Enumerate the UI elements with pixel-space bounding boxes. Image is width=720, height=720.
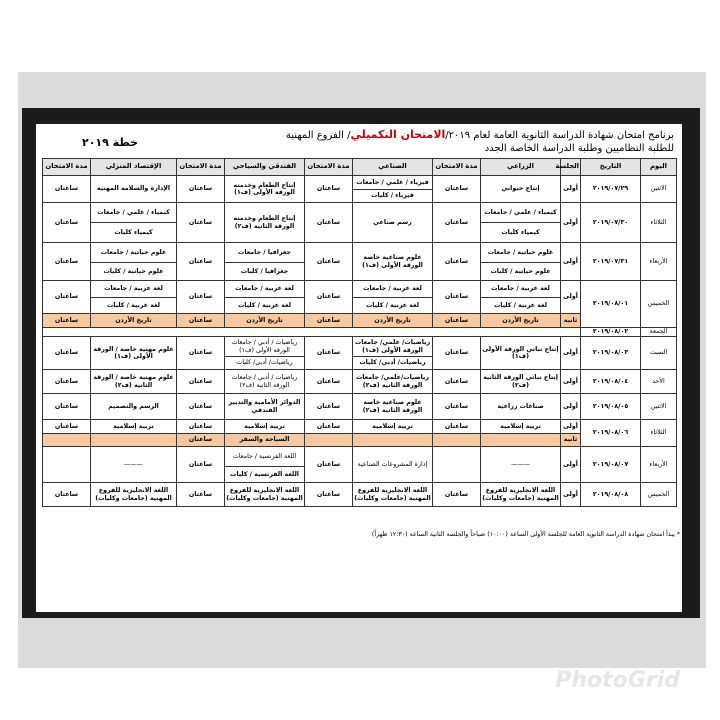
subject-cell: رياضيات/ أدبي/ كليات bbox=[353, 357, 433, 370]
duration-cell: ساعتان bbox=[177, 420, 225, 434]
session-cell: أولى bbox=[561, 281, 581, 314]
subject-cell: السياحة والسفر bbox=[225, 434, 305, 447]
subject-cell: صناعات زراعية bbox=[481, 394, 561, 420]
date-cell: ٢٠١٩/٠٨/٠١ bbox=[581, 281, 641, 328]
duration-cell: ساعتان bbox=[305, 243, 353, 281]
subject-cell: علوم صناعية خاصة الورقة الثانية (ف٢) bbox=[353, 394, 433, 420]
empty-cell bbox=[43, 434, 91, 447]
subject-cell: لغة عربية / جامعات bbox=[225, 281, 305, 298]
subject-cell: رياضيات / أدبي / جامعات الورقة الأولى (ف١) bbox=[225, 337, 305, 357]
date-cell: ٢٠١٩/٠٨/٠٧ bbox=[581, 447, 641, 483]
subject-cell: إنتاج الطعام وخدمته الورقة الأولى (ف١) bbox=[225, 176, 305, 203]
session-cell: ثانية bbox=[561, 314, 581, 328]
subject-cell: إنتاج الطعام وخدمته الورقة الثانية (ف٢) bbox=[225, 203, 305, 243]
duration-cell: ساعتان bbox=[305, 370, 353, 394]
subject-cell: تاريخ الأردن bbox=[225, 314, 305, 328]
session-cell: أولى bbox=[561, 243, 581, 281]
duration-cell: ساعتان bbox=[305, 447, 353, 483]
subject-cell: علوم حياتية / كليات bbox=[91, 263, 177, 281]
subject-cell: جغرافيا / جامعات bbox=[225, 243, 305, 263]
duration-cell: ساعتان bbox=[177, 243, 225, 281]
subject-cell: اللغة الانجليزية للفروع المهنية (جامعات وكليات) bbox=[91, 483, 177, 507]
subject-line: رياضيات/علمي/ جامعات bbox=[355, 374, 429, 381]
day-cell: الاثنين bbox=[641, 176, 677, 203]
table-row bbox=[43, 370, 677, 394]
duration-cell: ساعتان bbox=[43, 243, 91, 281]
duration-cell: ساعتان bbox=[43, 281, 91, 314]
duration-cell: ساعتان bbox=[433, 483, 481, 507]
session-cell: أولى bbox=[561, 447, 581, 483]
subject-cell: علوم حياتية / جامعات bbox=[481, 243, 561, 263]
duration-cell: ساعتان bbox=[433, 370, 481, 394]
subject-cell: لغة عربية / جامعات bbox=[91, 281, 177, 298]
date-cell: ٢٠١٩/٠٨/٠٣ bbox=[581, 337, 641, 370]
date-cell: ٢٠١٩/٠٧/٢٩ bbox=[581, 176, 641, 203]
document-subtitle: للطلبة النظاميين وطلبة الدراسة الخاصة الجدد bbox=[484, 143, 674, 154]
empty-cell bbox=[433, 434, 481, 447]
subject-cell: كيمياء / علمي / جامعات bbox=[91, 203, 177, 223]
subject-cell: تاريخ الأردن bbox=[481, 314, 561, 328]
col-duration: مدة الامتحان bbox=[305, 159, 353, 176]
subject-cell: إنتاج حيواني bbox=[481, 176, 561, 203]
col-date: التاريخ bbox=[581, 159, 641, 176]
subject-cell: لغة عربية / كليات bbox=[225, 298, 305, 314]
subject-cell: اللغة الانجليزية للفروع المهنية (جامعات وكليات) bbox=[225, 483, 305, 507]
date-cell: ٢٠١٩/٠٨/٠٥ bbox=[581, 394, 641, 420]
date-cell: ٢٠١٩/٠٧/٣١ bbox=[581, 243, 641, 281]
session-cell: أولى bbox=[561, 203, 581, 243]
table-row bbox=[43, 337, 677, 357]
duration-cell: ساعتان bbox=[177, 176, 225, 203]
duration-cell: ساعتان bbox=[43, 203, 91, 243]
duration-cell: ساعتان bbox=[43, 420, 91, 434]
duration-cell: ساعتان bbox=[433, 176, 481, 203]
session-cell: أولى bbox=[561, 337, 581, 370]
duration-cell: ساعتان bbox=[305, 337, 353, 370]
duration-cell: ساعتان bbox=[177, 394, 225, 420]
subject-line: الورقة الثانية (ف٢) bbox=[362, 381, 423, 389]
day-cell: الثلاثاء bbox=[641, 203, 677, 243]
table-row bbox=[43, 176, 677, 190]
duration-cell: ساعتان bbox=[177, 447, 225, 483]
subject-cell: علوم مهنية خاصة / الورقة الأولى (ف١) bbox=[91, 337, 177, 370]
session-cell: أولى bbox=[561, 176, 581, 203]
duration-cell: ساعتان bbox=[305, 420, 353, 434]
subject-cell: رياضيات/ أدبي/ كليات bbox=[225, 357, 305, 370]
col-home-economics: الإقتصاد المنزلي bbox=[91, 159, 177, 176]
duration-cell: ساعتان bbox=[433, 203, 481, 243]
duration-cell: ساعتان bbox=[43, 483, 91, 507]
duration-cell: ساعتان bbox=[177, 483, 225, 507]
title-highlight: الامتحان التكميلي bbox=[350, 128, 446, 141]
table-row bbox=[43, 281, 677, 298]
col-day: اليوم bbox=[641, 159, 677, 176]
col-duration: مدة الامتحان bbox=[177, 159, 225, 176]
subject-cell: لغة عربية / كليات bbox=[481, 298, 561, 314]
subject-cell: فيزياء / علمي / جامعات bbox=[353, 176, 433, 190]
day-cell: الجمعة bbox=[641, 328, 677, 337]
subject-cell: رياضيات/ علمي/ جامعات الورقة الأولى (ف١) bbox=[353, 337, 433, 357]
subject-cell: لغة عربية / كليات bbox=[353, 298, 433, 314]
duration-cell: ساعتان bbox=[177, 370, 225, 394]
subject-cell: كيمياء / علمي / جامعات bbox=[481, 203, 561, 223]
session-cell: أولى bbox=[561, 420, 581, 434]
subject-cell: الرسم والتصميم bbox=[91, 394, 177, 420]
subject-cell: رياضيات / أدبي / جامعات الورقة الثانية (ف٢) bbox=[225, 370, 305, 394]
subject-cell: علوم حياتية / جامعات bbox=[91, 243, 177, 263]
exam-schedule-table bbox=[42, 158, 677, 507]
subject-cell: تاريخ الأردن bbox=[353, 314, 433, 328]
empty-cell bbox=[481, 434, 561, 447]
title-prefix: برنامج امتحان شهادة الدراسة الثانوية العامة لعام ٢٠١٩/ bbox=[445, 130, 674, 141]
subject-cell: تربية إسلامية bbox=[353, 420, 433, 434]
subject-cell: لغة عربية / كليات bbox=[91, 298, 177, 314]
table-row bbox=[43, 447, 677, 467]
plan-label: خطة ٢٠١٩ bbox=[82, 136, 139, 149]
session-cell: أولى bbox=[561, 483, 581, 507]
day-cell: الأحد bbox=[641, 370, 677, 394]
date-cell: ٢٠١٩/٠٨/٠٨ bbox=[581, 483, 641, 507]
subject-cell: علوم حياتية / كليات bbox=[481, 263, 561, 281]
date-cell: ٢٠١٩/٠٨/٠٦ bbox=[581, 420, 641, 447]
day-cell: السبت bbox=[641, 337, 677, 370]
subject-cell: لغة عربية / جامعات bbox=[481, 281, 561, 298]
table-row bbox=[43, 328, 677, 337]
subject-cell: تربية إسلامية bbox=[91, 420, 177, 434]
subject-cell: تربية إسلامية bbox=[225, 420, 305, 434]
day-cell: الاثنين bbox=[641, 394, 677, 420]
duration-cell bbox=[43, 447, 91, 483]
subject-cell: إنتاج نباتي الورقة الأولى (ف١) bbox=[481, 337, 561, 370]
header-row bbox=[43, 159, 677, 176]
table-row bbox=[43, 420, 677, 434]
watermark-logo: PhotoGrid bbox=[555, 668, 680, 693]
empty-cell bbox=[305, 434, 353, 447]
subject-cell: اللغة الانجليزية للفروع المهنية (جامعات وكليات) bbox=[353, 483, 433, 507]
table-row bbox=[43, 483, 677, 507]
subject-cell: إدارة المشروعات الصناعية bbox=[353, 447, 433, 483]
duration-cell: ساعتان bbox=[433, 420, 481, 434]
footnote: * يبدأ امتحان شهادة الدراسة الثانوية العامة للجلسة الأولى الساعة (١٠:٠٠) صباحاً والجلسة الثانية الساعة (١٢:٣٠ ظهراً) bbox=[371, 531, 680, 538]
subject-cell: ——— bbox=[481, 447, 561, 483]
table-row bbox=[43, 203, 677, 223]
duration-cell: ساعتان bbox=[177, 203, 225, 243]
date-cell: ٢٠١٩/٠٨/٠٢ bbox=[581, 328, 641, 337]
subject-cell: ——— bbox=[91, 447, 177, 483]
duration-cell: ساعتان bbox=[305, 281, 353, 314]
day-cell: الأربعاء bbox=[641, 447, 677, 483]
duration-cell: ساعتان bbox=[305, 203, 353, 243]
session-cell: ثانية bbox=[561, 434, 581, 447]
col-agricultural: الزراعي bbox=[481, 159, 561, 176]
duration-cell: ساعتان bbox=[433, 314, 481, 328]
duration-cell: ساعتان bbox=[43, 394, 91, 420]
day-cell: الأربعاء bbox=[641, 243, 677, 281]
duration-cell: ساعتان bbox=[177, 281, 225, 314]
duration-cell: ساعتان bbox=[305, 483, 353, 507]
subject-cell: رسم صناعي bbox=[353, 203, 433, 243]
date-cell: ٢٠١٩/٠٨/٠٤ bbox=[581, 370, 641, 394]
table-row bbox=[43, 243, 677, 263]
col-industrial: الصناعي bbox=[353, 159, 433, 176]
subject-cell: اللغة الانجليزية للفروع المهنية (جامعات وكليات) bbox=[481, 483, 561, 507]
duration-cell: ساعتان bbox=[177, 314, 225, 328]
duration-cell: ساعتان bbox=[433, 281, 481, 314]
empty-cell bbox=[353, 434, 433, 447]
date-cell: ٢٠١٩/٠٧/٣٠ bbox=[581, 203, 641, 243]
document-title bbox=[286, 128, 674, 141]
duration-cell: ساعتان bbox=[43, 370, 91, 394]
subject-cell: علوم صناعية خاصة الورقة الأولى (ف١) bbox=[353, 243, 433, 281]
duration-cell: ساعتان bbox=[433, 394, 481, 420]
subject-cell: اللغة الفرنسية / جامعات bbox=[225, 447, 305, 467]
empty-cell bbox=[91, 434, 177, 447]
subject-cell: جغرافيا / كليات bbox=[225, 263, 305, 281]
empty-cell bbox=[43, 328, 581, 337]
duration-cell bbox=[433, 447, 481, 483]
col-duration: مدة الامتحان bbox=[433, 159, 481, 176]
table-row bbox=[43, 394, 677, 420]
session-cell: أولى bbox=[561, 394, 581, 420]
subject-cell: فيزياء / كليات bbox=[353, 190, 433, 203]
day-cell: الخميس bbox=[641, 281, 677, 328]
duration-cell: ساعتان bbox=[177, 337, 225, 370]
subject-cell: كيمياء كليات bbox=[91, 223, 177, 243]
title-suffix: / الفروع المهنية bbox=[285, 130, 351, 141]
subject-cell: تربية إسلامية bbox=[481, 420, 561, 434]
col-session: الجلسة bbox=[561, 159, 581, 176]
duration-cell: ساعتان bbox=[177, 434, 225, 447]
document-header bbox=[36, 128, 682, 158]
duration-cell: ساعتان bbox=[43, 314, 91, 328]
duration-cell: ساعتان bbox=[43, 337, 91, 370]
subject-cell: كيمياء كليات bbox=[481, 223, 561, 243]
subject-cell: الدوائر الأمامية والتدبير الفندقي bbox=[225, 394, 305, 420]
subject-cell bbox=[353, 370, 433, 394]
subject-cell: الإدارة والسلامة المهنية bbox=[91, 176, 177, 203]
day-cell: الثلاثاء bbox=[641, 420, 677, 447]
duration-cell: ساعتان bbox=[433, 337, 481, 370]
duration-cell: ساعتان bbox=[305, 394, 353, 420]
col-duration: مدة الامتحان bbox=[43, 159, 91, 176]
subject-cell: تاريخ الأردن bbox=[91, 314, 177, 328]
subject-cell: اللغة الفرنسية / كليات bbox=[225, 467, 305, 483]
col-hotel-tourism: الفندقي والسياحي bbox=[225, 159, 305, 176]
subject-cell: إنتاج نباتي الورقة الثانية (ف٢) bbox=[481, 370, 561, 394]
duration-cell: ساعتان bbox=[43, 176, 91, 203]
subject-cell: علوم مهنية خاصة / الورقة الثانية (ف٢) bbox=[91, 370, 177, 394]
duration-cell: ساعتان bbox=[433, 243, 481, 281]
duration-cell: ساعتان bbox=[305, 314, 353, 328]
session-cell: أولى bbox=[561, 370, 581, 394]
subject-cell: لغة عربية / جامعات bbox=[353, 281, 433, 298]
day-cell: الخميس bbox=[641, 483, 677, 507]
duration-cell: ساعتان bbox=[305, 176, 353, 203]
